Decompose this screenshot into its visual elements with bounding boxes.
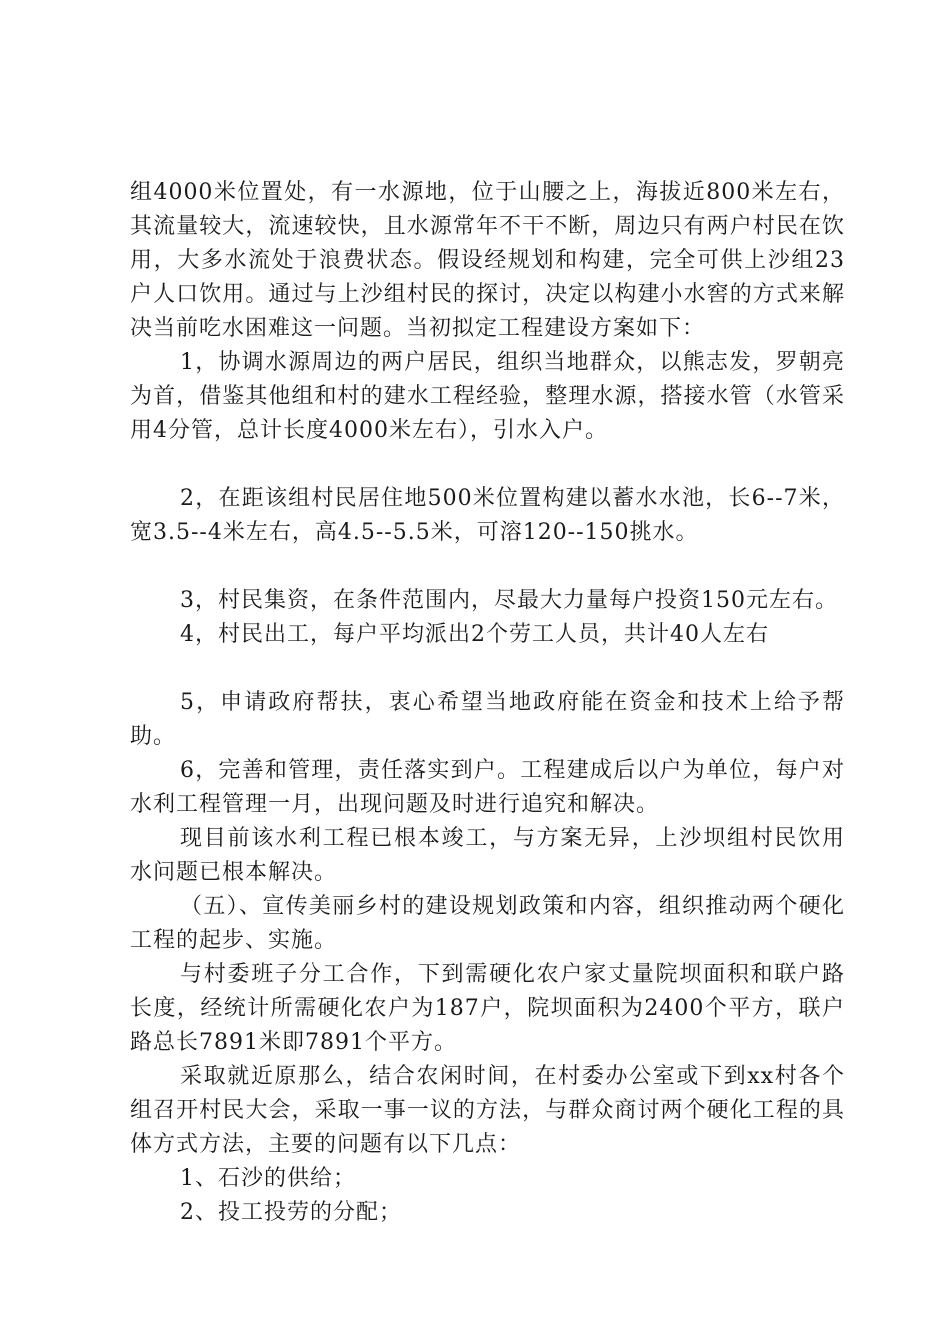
list-item-sand-supply: 1、石沙的供给；: [180, 1166, 356, 1191]
paragraph-plan-item-3: 3，村民集资，在条件范围内，尽最大力量每户投资150元左右。: [180, 588, 838, 613]
paragraph-plan-item-4: 4，村民出工，每户平均派出2个劳工人员，共计40人左右: [180, 622, 769, 647]
paragraph-plan-item-6: 6，完善和管理，责任落实到户。工程建成后以户为单位，每户对水利工程管理一月，出现问题及时进行追究和解决。: [130, 758, 845, 817]
document-body: [130, 176, 845, 1230]
paragraph-project-status: 现目前该水利工程已根本竣工，与方案无异，上沙坝组村民饮用水问题已根本解决。: [130, 826, 845, 885]
section-heading-five: （五）、宣传美丽乡村的建设规划政策和内容，组织推动两个硬化工程的起步、实施。: [130, 894, 845, 953]
paragraph-plan-item-1: 1，协调水源周边的两户居民，组织当地群众，以熊志发，罗朝亮为首，借鉴其他组和村的建水工程经验，整理水源，搭接水管（水管采用4分管，总计长度4000米左右），引水入户。: [130, 350, 845, 443]
paragraph-measurement: 与村委班子分工合作，下到需硬化农户家丈量院坝面积和联户路长度，经统计所需硬化农户为187户，院坝面积为2400个平方，联户路总长7891米即7891个平方。: [130, 962, 845, 1055]
paragraph-water-source: 组4000米位置处，有一水源地，位于山腰之上，海拔近800米左右，其流量较大，流速较快，且水源常年不干不断，周边只有两户村民在饮用，大多水流处于浪费状态。假设经规划和构建，完全可供上沙组23户人口饮用。通过与上沙组村民的探讨，决定以构建小水窖的方式来解决当前吃水困难这一问题。当初拟定工程建设方案如下：: [130, 180, 845, 341]
list-item-labor-allocation: 2、投工投劳的分配；: [180, 1200, 402, 1225]
paragraph-plan-item-2: 2，在距该组村民居住地500米位置构建以蓄水水池，长6--7米，宽3.5--4米左右，高4.5--5.5米，可溶120--150挑水。: [130, 486, 845, 545]
paragraph-plan-item-5: 5，申请政府帮扶，衷心希望当地政府能在资金和技术上给予帮助。: [130, 690, 845, 749]
paragraph-village-meeting: 采取就近原那么，结合农闲时间，在村委办公室或下到xx村各个组召开村民大会，采取一事一议的方法，与群众商讨两个硬化工程的具体方式方法，主要的问题有以下几点：: [130, 1064, 845, 1157]
